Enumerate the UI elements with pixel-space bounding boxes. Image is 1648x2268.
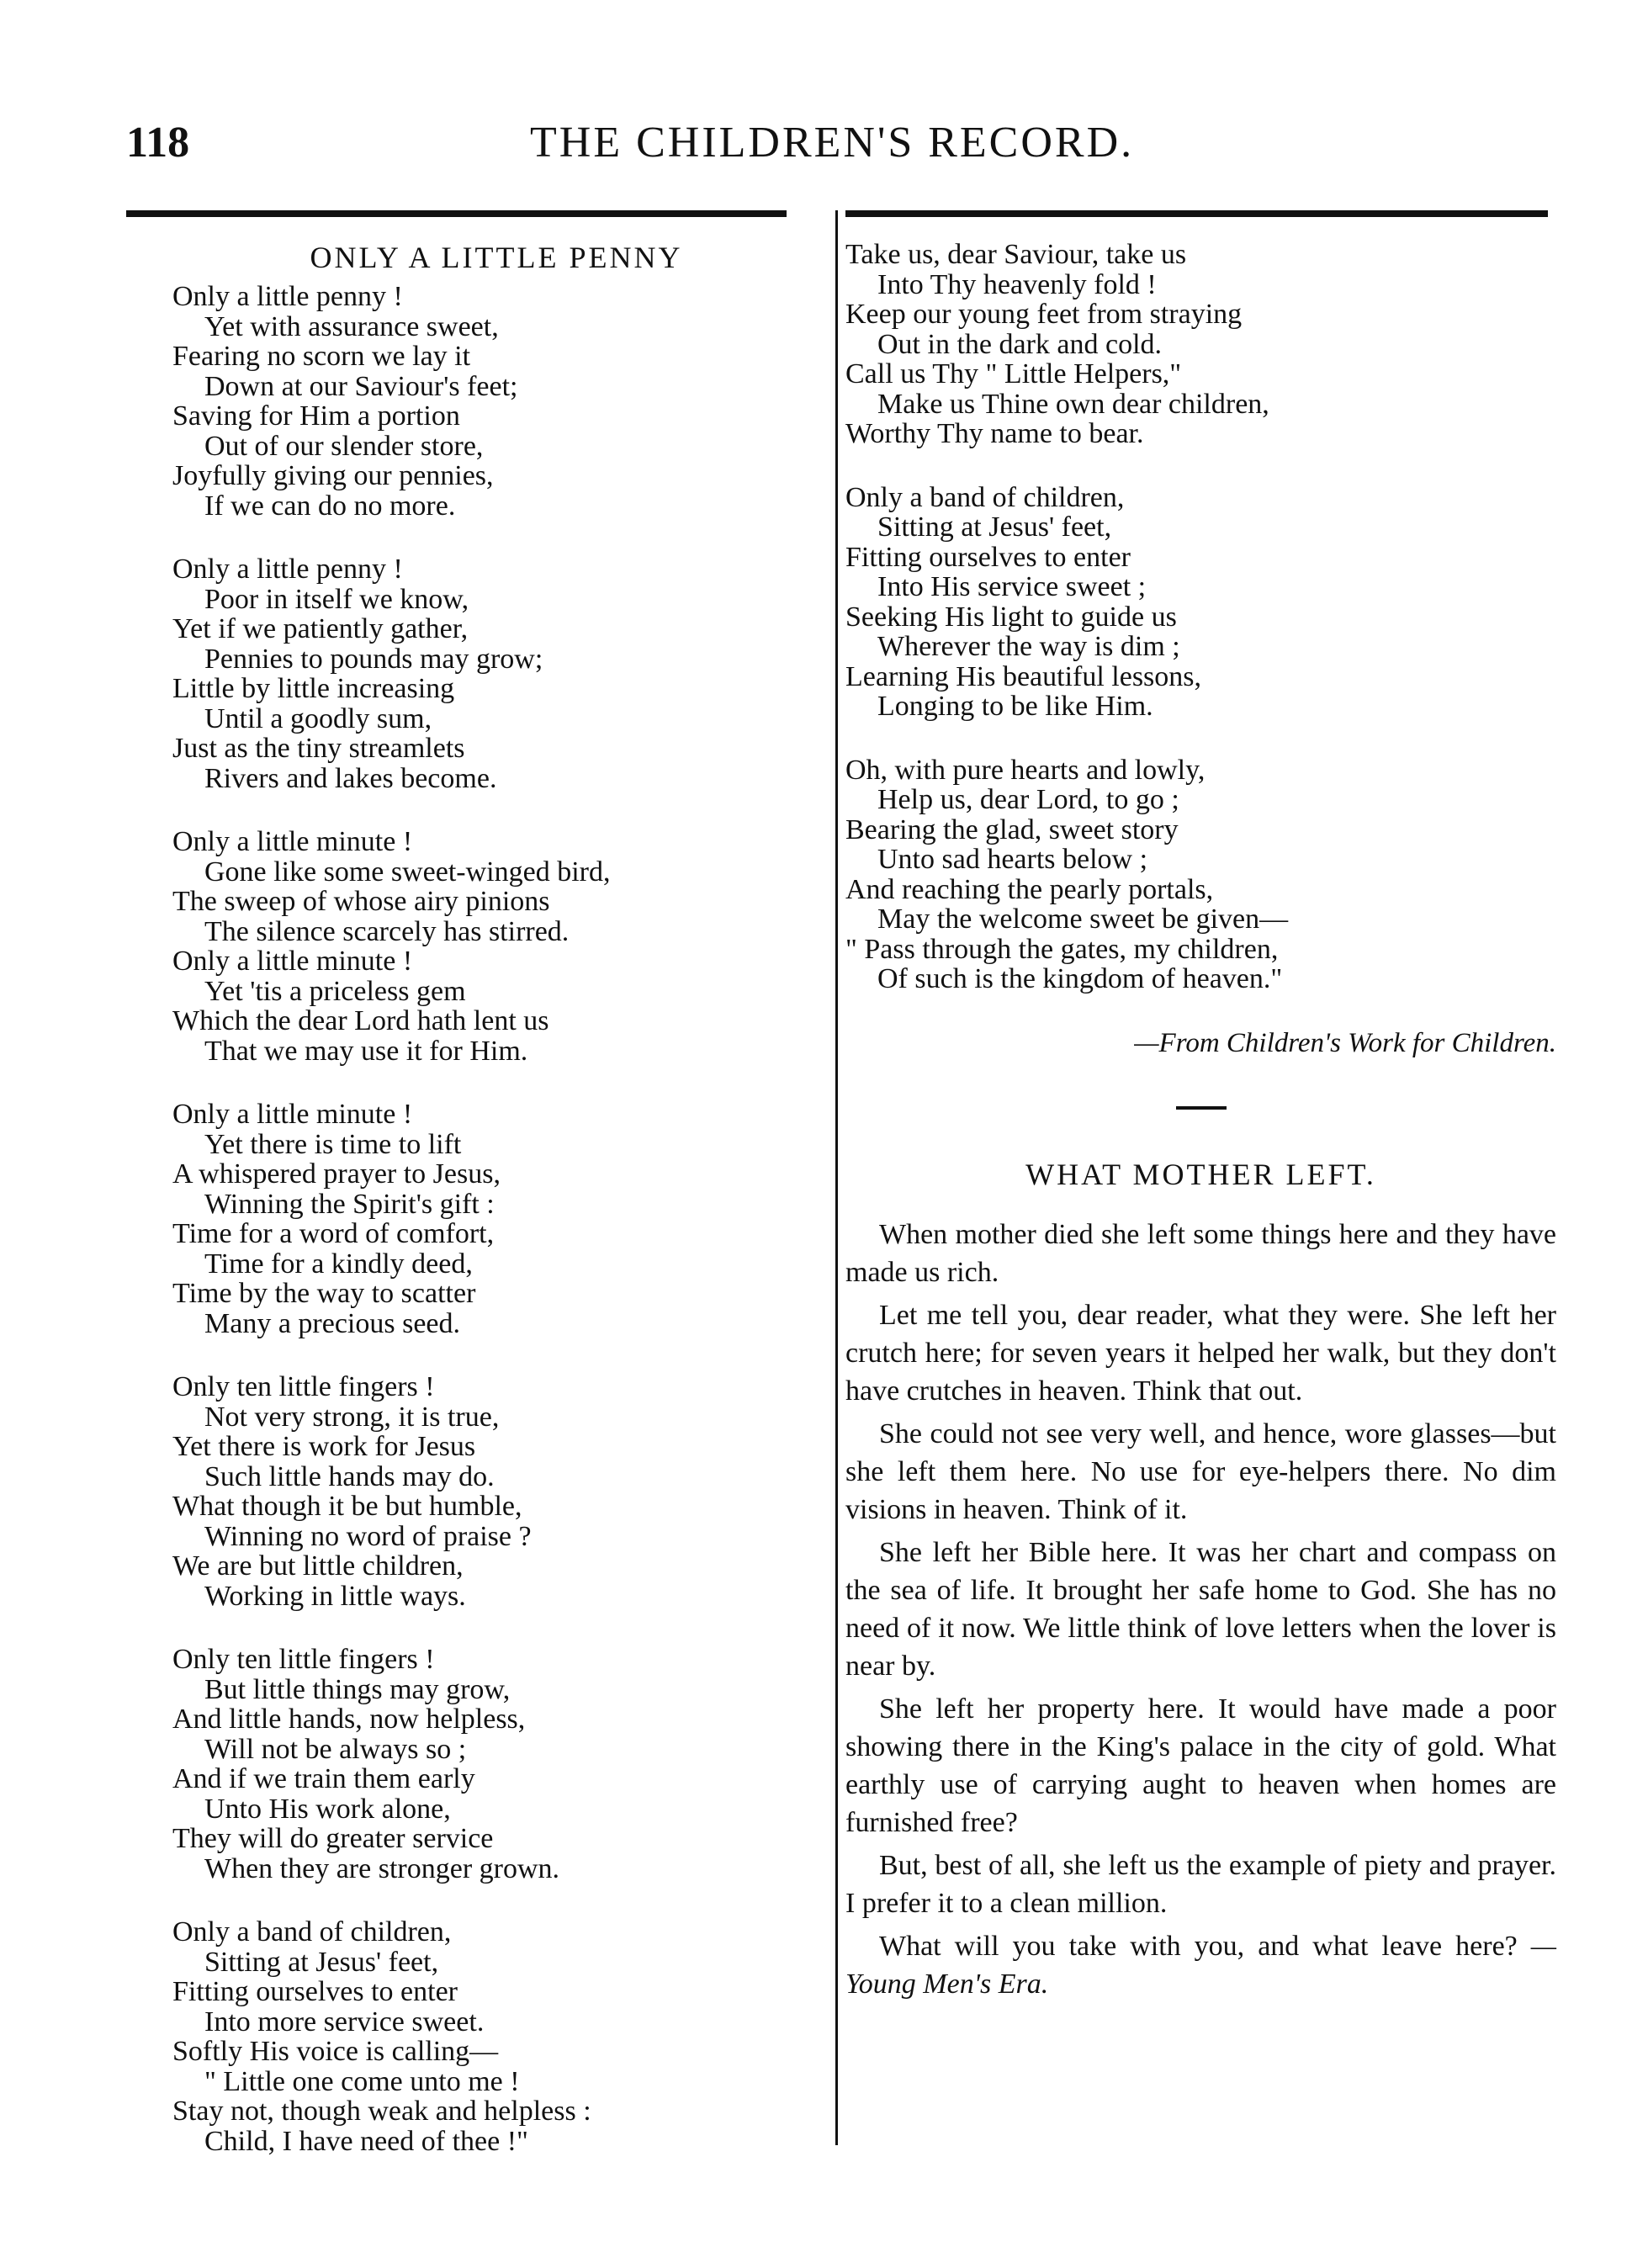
poem-line: Sitting at Jesus' feet, xyxy=(204,1946,439,1978)
article-paragraph: But, best of all, she left us the example of piety and prayer. I prefer it to a clean million. xyxy=(845,1849,1556,1919)
right-column xyxy=(845,240,1556,2008)
poem-line: " Pass through the gates, my children, xyxy=(845,933,1279,965)
poem-line: Sitting at Jesus' feet, xyxy=(877,511,1112,543)
section-divider xyxy=(1176,1106,1227,1110)
page-header xyxy=(126,118,1556,185)
poem-line: Only a little penny ! xyxy=(172,554,403,585)
poem-line: Working in little ways. xyxy=(204,1580,466,1612)
poem-line: When they are stronger grown. xyxy=(204,1852,560,1884)
article-title: WHAT MOTHER LEFT. xyxy=(1025,1157,1376,1191)
poem-line: That we may use it for Him. xyxy=(204,1035,528,1067)
poem-line: Into Thy heavenly fold ! xyxy=(877,268,1157,300)
page-number: 118 xyxy=(126,119,190,167)
poem-line: Only a little minute ! xyxy=(172,826,413,857)
poem-line: Softly His voice is calling— xyxy=(172,2036,499,2067)
poem-line: Worthy Thy name to bear. xyxy=(845,418,1144,449)
poem-line: Make us Thine own dear children, xyxy=(877,388,1269,420)
stanza xyxy=(845,240,1556,449)
poem-line: Longing to be like Him. xyxy=(877,691,1153,722)
poem-line: Time for a kindly deed, xyxy=(204,1248,473,1280)
stanza xyxy=(845,483,1556,722)
poem-line: And reaching the pearly portals, xyxy=(845,873,1214,905)
poem-line: Poor in itself we know, xyxy=(204,583,469,615)
poem-line: Time for a word of comfort, xyxy=(172,1218,495,1249)
poem-line: Until a goodly sum, xyxy=(204,702,432,734)
stanza xyxy=(172,554,820,793)
poem-line: Bearing the glad, sweet story xyxy=(845,813,1179,845)
poem-line: Yet 'tis a priceless gem xyxy=(204,975,466,1007)
poem-line: Child, I have need of thee !" xyxy=(204,2125,528,2157)
poem-line: Little by little increasing xyxy=(172,673,455,704)
poem-line: Keep our young feet from straying xyxy=(845,299,1243,330)
poem-line: Oh, with pure hearts and lowly, xyxy=(845,754,1206,786)
poem-line: Will not be always so ; xyxy=(204,1733,467,1765)
poem-line: Seeking His light to guide us xyxy=(845,601,1177,633)
closing-text: What will you take with you, and what leave here? xyxy=(879,1930,1531,1962)
column-divider xyxy=(835,210,838,2145)
poem-line: Which the dear Lord hath lent us xyxy=(172,1005,549,1036)
poem-line: The sweep of whose airy pinions xyxy=(172,886,550,917)
stanza xyxy=(845,755,1556,994)
stanza xyxy=(172,1645,820,1884)
poem-line: Only a band of children, xyxy=(845,481,1125,513)
left-column xyxy=(172,240,820,2190)
running-title: THE CHILDREN'S RECORD. xyxy=(530,119,1135,167)
poem-line: Wherever the way is dim ; xyxy=(877,631,1180,662)
poem-line: Fearing no scorn we lay it xyxy=(172,341,471,372)
poem-line: Fitting ourselves to enter xyxy=(172,1976,458,2007)
poem-line: Down at our Saviour's feet; xyxy=(204,370,518,402)
poem-line: Unto sad hearts below ; xyxy=(877,844,1148,875)
poem-line: Saving for Him a portion xyxy=(172,400,460,432)
poem-line: Only a little minute ! xyxy=(172,1099,413,1130)
poem-line: Not very strong, it is true, xyxy=(204,1401,500,1433)
article-paragraph: She could not see very well, and hence, wore glasses—but she left them here. No use for eye-helpers there. No dim visions in heaven. Think of it. xyxy=(845,1418,1556,1525)
poem-line: Take us, dear Saviour, take us xyxy=(845,239,1187,270)
stanza xyxy=(172,1917,820,2156)
poem-line: The silence scarcely has stirred. xyxy=(204,915,570,947)
poem-line: Pennies to pounds may grow; xyxy=(204,643,543,675)
poem-line: Just as the tiny streamlets xyxy=(172,733,465,764)
poem-line: If we can do no more. xyxy=(204,490,456,522)
poem-line: And little hands, now helpless, xyxy=(172,1704,526,1735)
poem-continued-stanzas xyxy=(845,240,1556,994)
poem-line: Yet there is work for Jesus xyxy=(172,1431,476,1462)
article-closing-paragraph xyxy=(845,1927,1556,2003)
poem-line: And if we train them early xyxy=(172,1763,475,1794)
poem-title: ONLY A LITTLE PENNY xyxy=(310,241,683,274)
poem-line: Out in the dark and cold. xyxy=(877,328,1163,360)
poem-attribution: —From Children's Work for Children. xyxy=(1134,1027,1556,1058)
poem-line: Yet there is time to lift xyxy=(204,1128,462,1160)
article-paragraph: She left her property here. It would have made a poor showing there in the King's palace in the city of gold. What earthly use of carrying aught to heaven when homes are furnished free? xyxy=(845,1693,1556,1838)
article-source: —Young Men's Era. xyxy=(845,1930,1556,2000)
poem-line: Only a band of children, xyxy=(172,1916,452,1947)
poem-line: But little things may grow, xyxy=(204,1673,511,1705)
poem-line: We are but little children, xyxy=(172,1550,464,1582)
poem-line: Joyfully giving our pennies, xyxy=(172,460,494,491)
poem-line: Out of our slender store, xyxy=(204,430,484,462)
header-rule-left xyxy=(126,210,787,217)
poem-line: Yet if we patiently gather, xyxy=(172,613,469,644)
article-paragraph: When mother died she left some things here and they have made us rich. xyxy=(845,1218,1556,1288)
article-body xyxy=(845,1216,1556,1922)
header-rule-right xyxy=(845,210,1548,217)
poem-line: Rivers and lakes become. xyxy=(204,762,497,794)
poem-line: Winning no word of praise ? xyxy=(204,1520,532,1552)
poem-line: Gone like some sweet-winged bird, xyxy=(204,856,611,888)
poem-line: Help us, dear Lord, to go ; xyxy=(877,784,1179,815)
poem-line: Call us Thy " Little Helpers," xyxy=(845,358,1182,389)
stanza xyxy=(172,282,820,521)
article-paragraph: Let me tell you, dear reader, what they were. She left her crutch here; for seven years it helped her walk, but they don't have crutches in heaven. Think that out. xyxy=(845,1299,1556,1407)
poem-line: Time by the way to scatter xyxy=(172,1278,476,1309)
poem-line: Into more service sweet. xyxy=(204,2006,485,2037)
stanza xyxy=(172,827,820,1066)
poem-line: Many a precious seed. xyxy=(204,1307,461,1339)
poem-line: Such little hands may do. xyxy=(204,1460,495,1492)
stanza xyxy=(172,1100,820,1338)
article-paragraph: She left her Bible here. It was her chart and compass on the sea of life. It brought her safe home to God. She has no need of it now. We little think of love letters when the lover is near by. xyxy=(845,1536,1556,1682)
poem-line: What though it be but humble, xyxy=(172,1491,522,1522)
poem-line: They will do greater service xyxy=(172,1823,494,1854)
poem-line: Fitting ourselves to enter xyxy=(845,541,1131,573)
poem-line: Learning His beautiful lessons, xyxy=(845,660,1202,692)
poem-line: Only a little minute ! xyxy=(172,946,413,977)
poem-line: Yet with assurance sweet, xyxy=(204,310,499,342)
poem-line: Only ten little fingers ! xyxy=(172,1371,435,1402)
poem-line: " Little one come unto me ! xyxy=(204,2065,520,2097)
poem-line: Of such is the kingdom of heaven." xyxy=(877,963,1283,994)
poem-line: A whispered prayer to Jesus, xyxy=(172,1158,501,1190)
poem-line: Unto His work alone, xyxy=(204,1793,451,1825)
stanza xyxy=(172,1372,820,1611)
poem-line: May the welcome sweet be given— xyxy=(877,903,1289,935)
poem-line: Into His service sweet ; xyxy=(877,571,1147,602)
poem-line: Stay not, though weak and helpless : xyxy=(172,2096,591,2127)
poem-line: Winning the Spirit's gift : xyxy=(204,1188,495,1220)
poem-line: Only ten little fingers ! xyxy=(172,1644,435,1675)
poem-line: Only a little penny ! xyxy=(172,281,403,312)
poem-stanzas xyxy=(172,282,820,2156)
